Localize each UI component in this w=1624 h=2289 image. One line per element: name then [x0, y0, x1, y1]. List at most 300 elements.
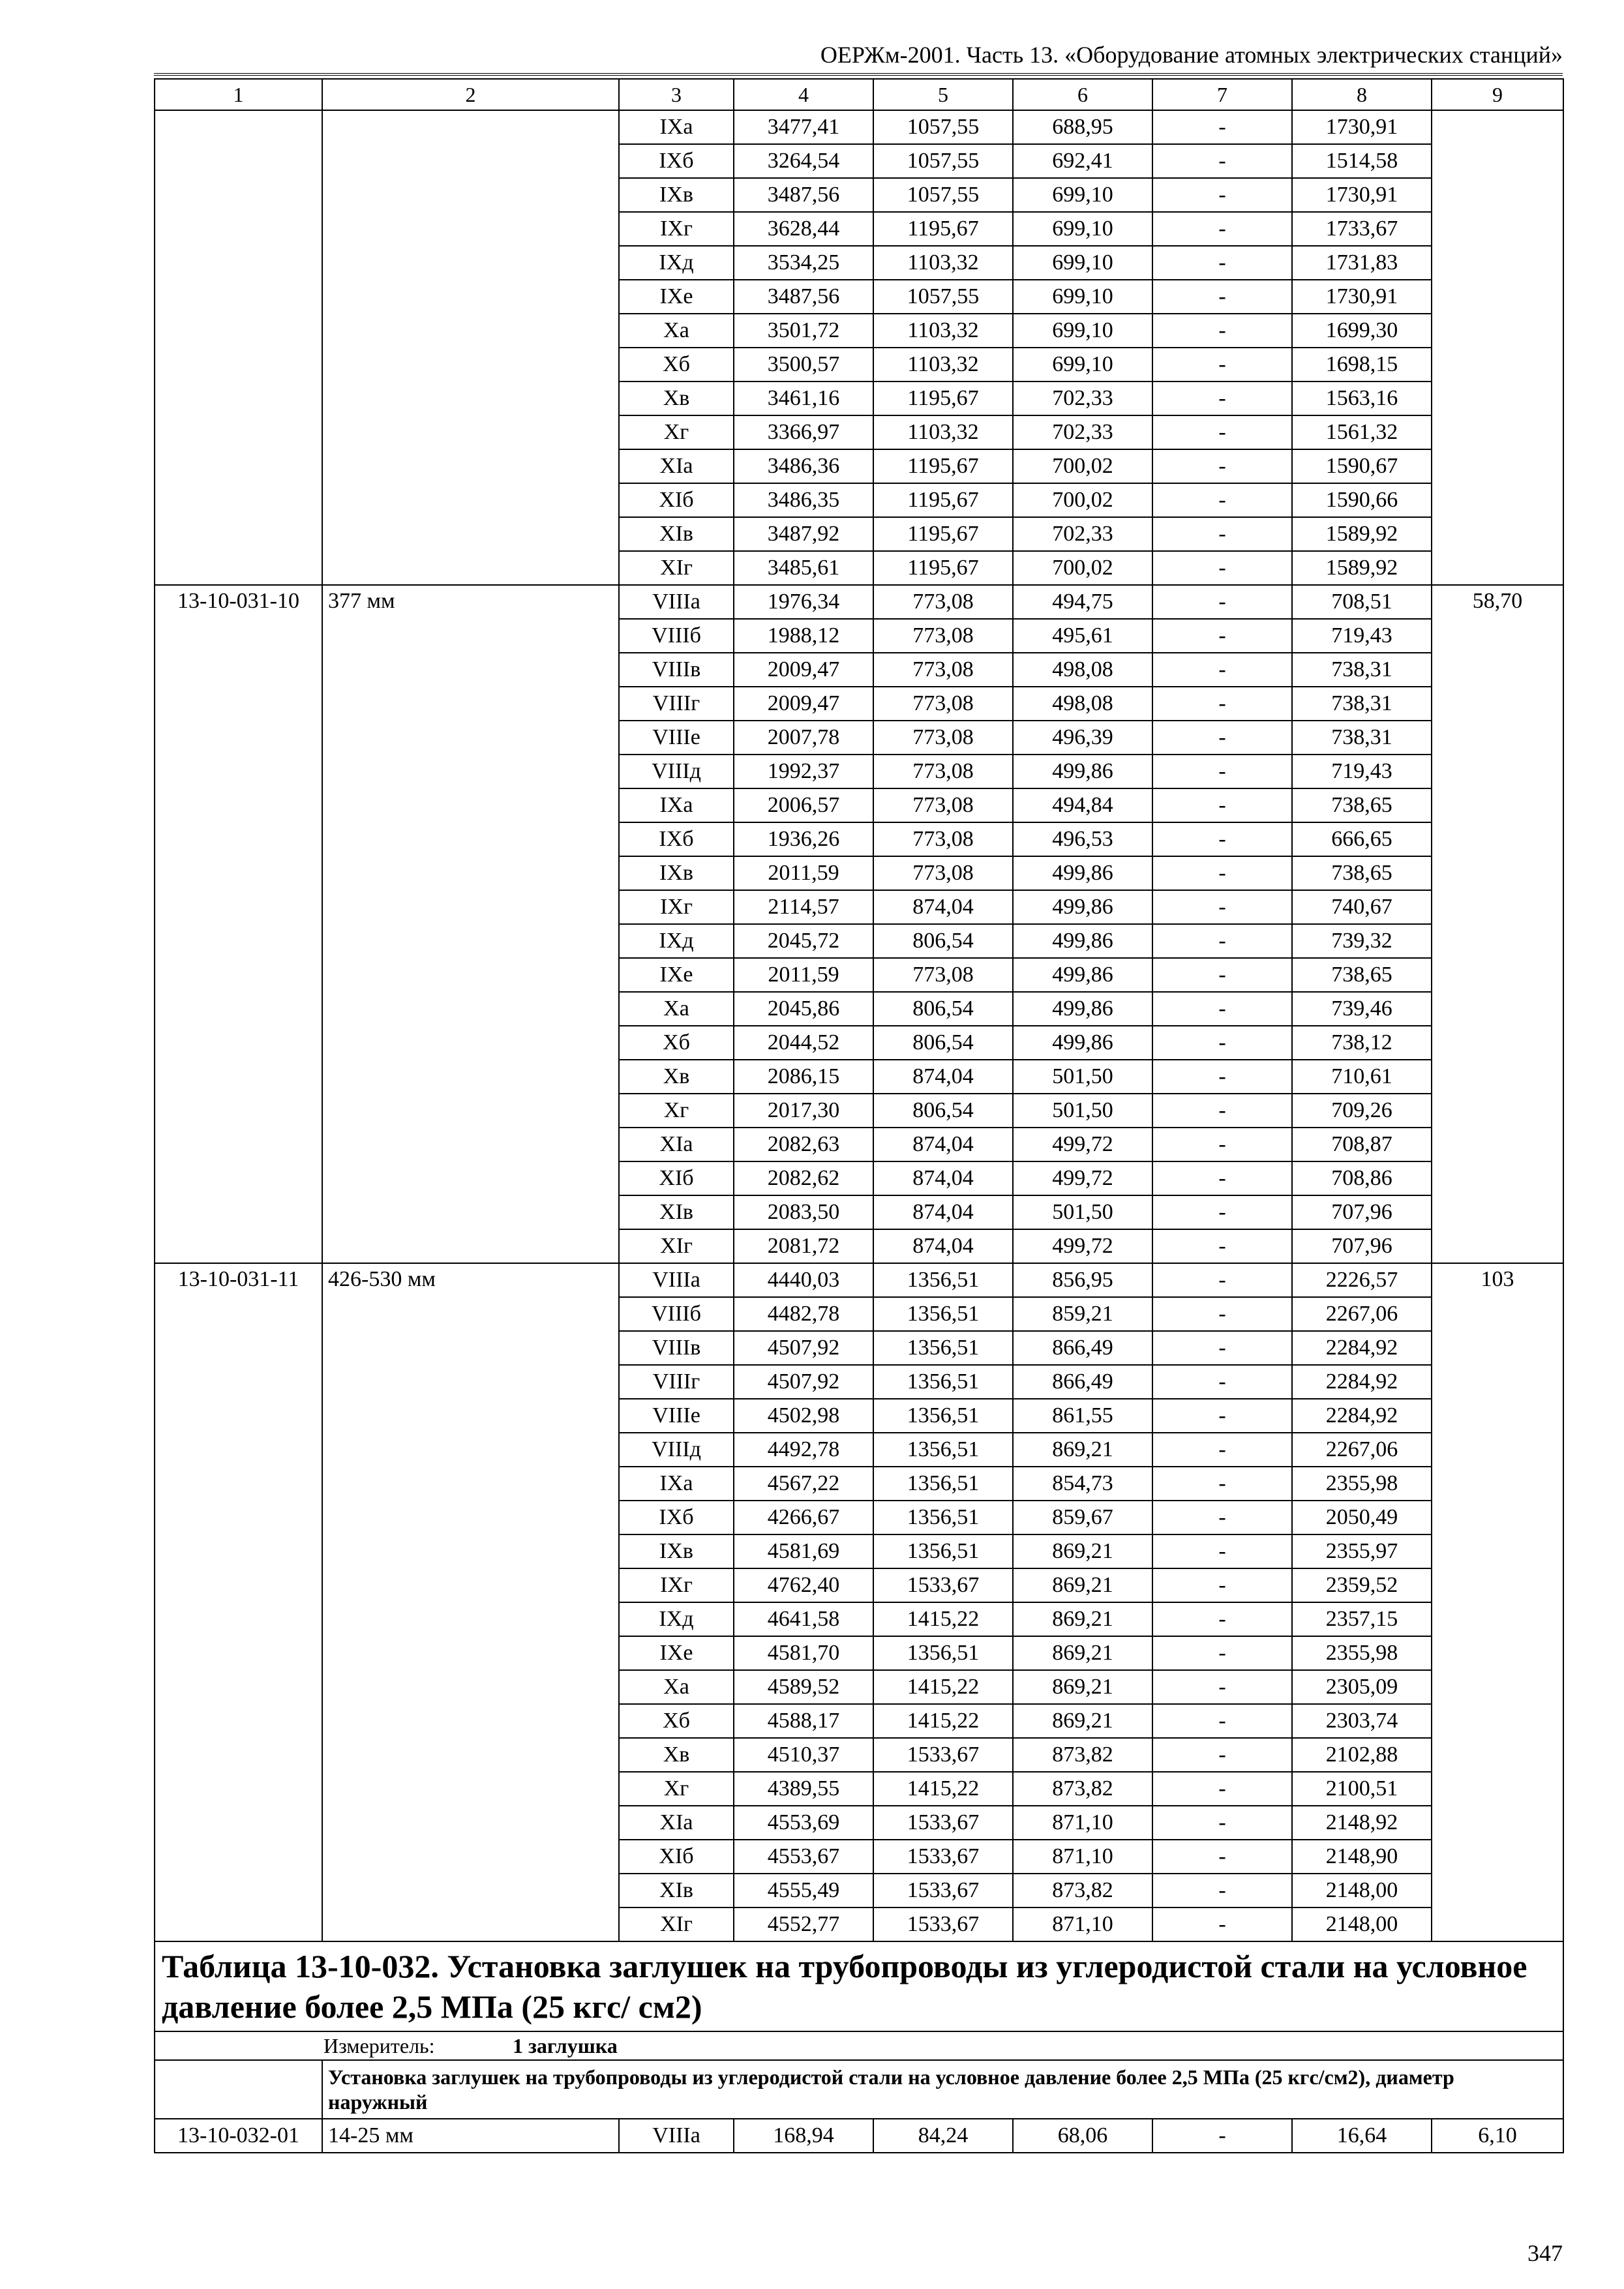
value-cell: 710,61 — [1292, 1060, 1432, 1094]
value-cell: 2284,92 — [1292, 1331, 1432, 1365]
value-cell: - — [1152, 992, 1292, 1026]
value-cell: 4507,92 — [734, 1365, 873, 1399]
value-cell: 1730,91 — [1292, 178, 1432, 212]
value-cell: 495,61 — [1013, 619, 1152, 653]
zone-cell: XIв — [619, 1874, 734, 1908]
value-cell: 4555,49 — [734, 1874, 873, 1908]
table-row — [155, 110, 1563, 144]
value-cell: 1057,55 — [873, 110, 1013, 144]
value-cell: VIIIa — [619, 2119, 734, 2153]
value-cell: 871,10 — [1013, 1806, 1152, 1840]
value-cell: 1195,67 — [873, 382, 1013, 415]
value-cell: 1195,67 — [873, 212, 1013, 246]
value-cell: 700,02 — [1013, 449, 1152, 483]
value-cell: 707,96 — [1292, 1195, 1432, 1229]
value-cell: - — [1152, 822, 1292, 856]
description-spacer — [155, 2060, 322, 2119]
zone-cell: Xв — [619, 1060, 734, 1094]
value-cell: 806,54 — [873, 924, 1013, 958]
value-cell: 1533,67 — [873, 1840, 1013, 1874]
value-cell: 2357,15 — [1292, 1602, 1432, 1636]
value-cell: 806,54 — [873, 1094, 1013, 1128]
value-cell: - — [1152, 1467, 1292, 1501]
zone-cell: Xг — [619, 1094, 734, 1128]
table-row — [155, 585, 1563, 619]
value-cell: 869,21 — [1013, 1534, 1152, 1568]
value-cell: - — [1152, 483, 1292, 517]
value-cell: 2102,88 — [1292, 1738, 1432, 1772]
value-cell: 1533,67 — [873, 1874, 1013, 1908]
zone-cell: IXв — [619, 178, 734, 212]
value-cell: 1356,51 — [873, 1263, 1013, 1297]
zone-cell: IXб — [619, 144, 734, 178]
value-cell: - — [1152, 1128, 1292, 1161]
value-cell: 3487,56 — [734, 280, 873, 314]
column-header: 1 — [155, 79, 322, 110]
zone-cell: IXд — [619, 1602, 734, 1636]
value-cell: 4589,52 — [734, 1670, 873, 1704]
value-cell: 1103,32 — [873, 314, 1013, 348]
value-cell: 1699,30 — [1292, 314, 1432, 348]
value-cell: - — [1152, 1331, 1292, 1365]
rates-table-body — [155, 79, 1563, 2153]
value-cell: 740,67 — [1292, 890, 1432, 924]
value-cell: 1730,91 — [1292, 110, 1432, 144]
value-cell: 4510,37 — [734, 1738, 873, 1772]
value-cell: 874,04 — [873, 890, 1013, 924]
value-cell: - — [1152, 1534, 1292, 1568]
value-cell: 2044,52 — [734, 1026, 873, 1060]
zone-cell: IXe — [619, 958, 734, 992]
value-cell: 1195,67 — [873, 483, 1013, 517]
value-cell: 2045,86 — [734, 992, 873, 1026]
value-cell: 873,82 — [1013, 1738, 1152, 1772]
value-cell: - — [1152, 382, 1292, 415]
value-cell: 699,10 — [1013, 280, 1152, 314]
value-cell: - — [1152, 1060, 1292, 1094]
value-cell: 3485,61 — [734, 551, 873, 585]
value-cell: 2017,30 — [734, 1094, 873, 1128]
column-header: 4 — [734, 79, 873, 110]
value-cell: 1356,51 — [873, 1331, 1013, 1365]
value-cell: 666,65 — [1292, 822, 1432, 856]
zone-cell: VIIIг — [619, 1365, 734, 1399]
value-cell: 869,21 — [1013, 1704, 1152, 1738]
value-cell: 2050,49 — [1292, 1501, 1432, 1534]
value-cell: 692,41 — [1013, 144, 1152, 178]
value-cell: 498,08 — [1013, 687, 1152, 721]
value-cell: - — [1152, 1772, 1292, 1806]
zone-cell: Xб — [619, 1026, 734, 1060]
zone-cell: IXв — [619, 1534, 734, 1568]
value-cell: 3500,57 — [734, 348, 873, 382]
zone-cell: IXa — [619, 1467, 734, 1501]
value-cell: 869,21 — [1013, 1602, 1152, 1636]
value-cell: 1976,34 — [734, 585, 873, 619]
column-header-row — [155, 79, 1563, 110]
value-cell: 1533,67 — [873, 1806, 1013, 1840]
value-cell: 700,02 — [1013, 551, 1152, 585]
value-cell: 501,50 — [1013, 1094, 1152, 1128]
value-cell: 499,72 — [1013, 1161, 1152, 1195]
zone-cell: IXг — [619, 212, 734, 246]
zone-cell: Xб — [619, 348, 734, 382]
zone-cell: IXв — [619, 856, 734, 890]
value-cell: 3461,16 — [734, 382, 873, 415]
value-cell: - — [1152, 1738, 1292, 1772]
zone-cell: VIIIa — [619, 1263, 734, 1297]
value-cell: 1415,22 — [873, 1602, 1013, 1636]
value-cell: 1356,51 — [873, 1297, 1013, 1331]
value-cell: 708,87 — [1292, 1128, 1432, 1161]
value-cell: - — [1152, 958, 1292, 992]
value-cell: 699,10 — [1013, 348, 1152, 382]
description-row — [155, 2060, 1563, 2119]
value-cell: 2045,72 — [734, 924, 873, 958]
value-cell: 4581,70 — [734, 1636, 873, 1670]
diameter-cell: 426-530 мм — [322, 1263, 619, 1941]
zone-cell: Xa — [619, 314, 734, 348]
value-cell: 699,10 — [1013, 212, 1152, 246]
value-cell: 499,86 — [1013, 890, 1152, 924]
value-cell: - — [1152, 551, 1292, 585]
zone-cell: XIг — [619, 1229, 734, 1263]
zone-cell: XIв — [619, 517, 734, 551]
value-cell: 168,94 — [734, 2119, 873, 2153]
value-cell: 871,10 — [1013, 1908, 1152, 1941]
table-row — [155, 1263, 1563, 1297]
value-cell: 854,73 — [1013, 1467, 1152, 1501]
value-cell: 1356,51 — [873, 1399, 1013, 1433]
value-cell: - — [1152, 1874, 1292, 1908]
value-cell: 1590,67 — [1292, 449, 1432, 483]
measure-cell — [155, 2031, 1563, 2060]
measure-label: Измеритель: — [323, 2034, 435, 2057]
diameter-cell — [322, 110, 619, 585]
diameter-cell: 14-25 мм — [322, 2119, 619, 2153]
zone-cell: IXб — [619, 1501, 734, 1534]
value-cell: 6,10 — [1432, 2119, 1563, 2153]
value-cell: - — [1152, 110, 1292, 144]
value-cell: 2114,57 — [734, 890, 873, 924]
zone-cell: VIIIб — [619, 1297, 734, 1331]
zone-cell: Xв — [619, 1738, 734, 1772]
zone-cell: Xв — [619, 382, 734, 415]
value-cell: 773,08 — [873, 653, 1013, 687]
value-cell: 1103,32 — [873, 348, 1013, 382]
value-cell: - — [1152, 1297, 1292, 1331]
zone-cell: VIIIб — [619, 619, 734, 653]
measure-row — [155, 2031, 1563, 2060]
zone-cell: VIIIд — [619, 755, 734, 788]
column-header: 7 — [1152, 79, 1292, 110]
description-cell: Установка заглушек на трубопроводы из углеродистой стали на условное давление более 2,5 МПа (25 кгс/см2), диаметр наружный — [322, 2060, 1563, 2119]
value-cell: 3628,44 — [734, 212, 873, 246]
value-cell: - — [1152, 178, 1292, 212]
value-cell: - — [1152, 1195, 1292, 1229]
value-cell: 806,54 — [873, 992, 1013, 1026]
value-cell: 871,10 — [1013, 1840, 1152, 1874]
value-cell: - — [1152, 1399, 1292, 1433]
value-cell: 861,55 — [1013, 1399, 1152, 1433]
value-cell: 84,24 — [873, 2119, 1013, 2153]
value-cell: 874,04 — [873, 1195, 1013, 1229]
value-cell: 873,82 — [1013, 1772, 1152, 1806]
measure-value: 1 заглушка — [513, 2034, 618, 2057]
value-cell: - — [1152, 1026, 1292, 1060]
rates-table — [154, 78, 1564, 2153]
value-cell: - — [1152, 653, 1292, 687]
value-cell: - — [1152, 788, 1292, 822]
value-cell: 1057,55 — [873, 178, 1013, 212]
value-cell: 496,39 — [1013, 721, 1152, 755]
col9-cell: 58,70 — [1432, 585, 1563, 1263]
value-cell: 4553,69 — [734, 1806, 873, 1840]
zone-cell: XIa — [619, 449, 734, 483]
value-cell: 1731,83 — [1292, 246, 1432, 280]
value-cell: 3486,36 — [734, 449, 873, 483]
value-cell: 16,64 — [1292, 2119, 1432, 2153]
value-cell: 719,43 — [1292, 755, 1432, 788]
value-cell: 2267,06 — [1292, 1297, 1432, 1331]
value-cell: 68,06 — [1013, 2119, 1152, 2153]
value-cell: 702,33 — [1013, 415, 1152, 449]
value-cell: 859,21 — [1013, 1297, 1152, 1331]
value-cell: 3501,72 — [734, 314, 873, 348]
value-cell: 773,08 — [873, 958, 1013, 992]
value-cell: 3487,56 — [734, 178, 873, 212]
value-cell: 1589,92 — [1292, 517, 1432, 551]
value-cell: 1561,32 — [1292, 415, 1432, 449]
page-number: 347 — [1527, 2240, 1563, 2266]
value-cell: - — [1152, 1568, 1292, 1602]
value-cell: 1356,51 — [873, 1467, 1013, 1501]
value-cell: 709,26 — [1292, 1094, 1432, 1128]
value-cell: 499,72 — [1013, 1128, 1152, 1161]
value-cell: - — [1152, 144, 1292, 178]
value-cell: 869,21 — [1013, 1670, 1152, 1704]
value-cell: 2284,92 — [1292, 1399, 1432, 1433]
value-cell: 702,33 — [1013, 517, 1152, 551]
value-cell: 738,65 — [1292, 856, 1432, 890]
value-cell: 773,08 — [873, 788, 1013, 822]
value-cell: 2355,97 — [1292, 1534, 1432, 1568]
zone-cell: IXa — [619, 788, 734, 822]
value-cell: 496,53 — [1013, 822, 1152, 856]
value-cell: 806,54 — [873, 1026, 1013, 1060]
value-cell: 2148,00 — [1292, 1874, 1432, 1908]
value-cell: - — [1152, 585, 1292, 619]
value-cell: - — [1152, 1840, 1292, 1874]
value-cell: - — [1152, 348, 1292, 382]
value-cell: 700,02 — [1013, 483, 1152, 517]
col9-cell: 103 — [1432, 1263, 1563, 1941]
value-cell: 1533,67 — [873, 1908, 1013, 1941]
value-cell: 3264,54 — [734, 144, 873, 178]
value-cell: 1563,16 — [1292, 382, 1432, 415]
value-cell: 2007,78 — [734, 721, 873, 755]
value-cell: 2355,98 — [1292, 1467, 1432, 1501]
value-cell: 4641,58 — [734, 1602, 873, 1636]
value-cell: 2082,63 — [734, 1128, 873, 1161]
value-cell: 773,08 — [873, 585, 1013, 619]
value-cell: 1356,51 — [873, 1636, 1013, 1670]
value-cell: 3487,92 — [734, 517, 873, 551]
rate-code-cell: 13-10-032-01 — [155, 2119, 322, 2153]
value-cell: 4492,78 — [734, 1433, 873, 1467]
value-cell: 3534,25 — [734, 246, 873, 280]
value-cell: 699,10 — [1013, 314, 1152, 348]
value-cell: 1356,51 — [873, 1433, 1013, 1467]
value-cell: 494,84 — [1013, 788, 1152, 822]
zone-cell: IXд — [619, 246, 734, 280]
value-cell: 874,04 — [873, 1060, 1013, 1094]
value-cell: 4507,92 — [734, 1331, 873, 1365]
zone-cell: VIIIa — [619, 585, 734, 619]
value-cell: 1590,66 — [1292, 483, 1432, 517]
value-cell: 4581,69 — [734, 1534, 873, 1568]
zone-cell: IXe — [619, 1636, 734, 1670]
value-cell: 866,49 — [1013, 1331, 1152, 1365]
value-cell: - — [1152, 1636, 1292, 1670]
value-cell: 2267,06 — [1292, 1433, 1432, 1467]
value-cell: 501,50 — [1013, 1060, 1152, 1094]
zone-cell: VIIIв — [619, 1331, 734, 1365]
value-cell: 1103,32 — [873, 246, 1013, 280]
value-cell: 498,08 — [1013, 653, 1152, 687]
value-cell: 4552,77 — [734, 1908, 873, 1941]
value-cell: 2100,51 — [1292, 1772, 1432, 1806]
value-cell: - — [1152, 415, 1292, 449]
column-header: 8 — [1292, 79, 1432, 110]
value-cell: 707,96 — [1292, 1229, 1432, 1263]
value-cell: - — [1152, 246, 1292, 280]
value-cell: - — [1152, 1806, 1292, 1840]
value-cell: 2006,57 — [734, 788, 873, 822]
value-cell: 719,43 — [1292, 619, 1432, 653]
zone-cell: VIIIв — [619, 653, 734, 687]
value-cell: 2083,50 — [734, 1195, 873, 1229]
value-cell: - — [1152, 890, 1292, 924]
value-cell: 1195,67 — [873, 551, 1013, 585]
value-cell: - — [1152, 280, 1292, 314]
value-cell: 1698,15 — [1292, 348, 1432, 382]
value-cell: 499,86 — [1013, 924, 1152, 958]
value-cell: 4482,78 — [734, 1297, 873, 1331]
zone-cell: Xг — [619, 415, 734, 449]
value-cell: 699,10 — [1013, 178, 1152, 212]
value-cell: - — [1152, 1365, 1292, 1399]
value-cell: 773,08 — [873, 856, 1013, 890]
value-cell: 874,04 — [873, 1128, 1013, 1161]
value-cell: - — [1152, 721, 1292, 755]
diameter-cell: 377 мм — [322, 585, 619, 1263]
value-cell: 2148,00 — [1292, 1908, 1432, 1941]
value-cell: 1415,22 — [873, 1772, 1013, 1806]
value-cell: 1936,26 — [734, 822, 873, 856]
value-cell: 739,46 — [1292, 992, 1432, 1026]
value-cell: 1415,22 — [873, 1704, 1013, 1738]
value-cell: 859,67 — [1013, 1501, 1152, 1534]
value-cell: 1733,67 — [1292, 212, 1432, 246]
value-cell: 1533,67 — [873, 1568, 1013, 1602]
value-cell: 2082,62 — [734, 1161, 873, 1195]
zone-cell: XIa — [619, 1128, 734, 1161]
rate-code-cell — [155, 110, 322, 585]
value-cell: 1057,55 — [873, 280, 1013, 314]
value-cell: 2009,47 — [734, 687, 873, 721]
value-cell: - — [1152, 1602, 1292, 1636]
value-cell: 874,04 — [873, 1229, 1013, 1263]
value-cell: - — [1152, 1501, 1292, 1534]
value-cell: 2284,92 — [1292, 1365, 1432, 1399]
value-cell: 4389,55 — [734, 1772, 873, 1806]
zone-cell: VIIIг — [619, 687, 734, 721]
value-cell: 1415,22 — [873, 1670, 1013, 1704]
zone-cell: VIIIe — [619, 721, 734, 755]
zone-cell: Xг — [619, 1772, 734, 1806]
value-cell: 2303,74 — [1292, 1704, 1432, 1738]
zone-cell: VIIIд — [619, 1433, 734, 1467]
value-cell: 1057,55 — [873, 144, 1013, 178]
value-cell: - — [1152, 924, 1292, 958]
value-cell: 856,95 — [1013, 1263, 1152, 1297]
value-cell: 699,10 — [1013, 246, 1152, 280]
value-cell: 1195,67 — [873, 517, 1013, 551]
value-cell: 2011,59 — [734, 958, 873, 992]
value-cell: 494,75 — [1013, 585, 1152, 619]
column-header: 6 — [1013, 79, 1152, 110]
value-cell: 866,49 — [1013, 1365, 1152, 1399]
column-header: 9 — [1432, 79, 1563, 110]
zone-cell: IXe — [619, 280, 734, 314]
rate-code-cell: 13-10-031-11 — [155, 1263, 322, 1941]
value-cell: - — [1152, 856, 1292, 890]
zone-cell: Xa — [619, 992, 734, 1026]
value-cell: 2226,57 — [1292, 1263, 1432, 1297]
zone-cell: VIIIe — [619, 1399, 734, 1433]
value-cell: - — [1152, 1704, 1292, 1738]
zone-cell: XIв — [619, 1195, 734, 1229]
value-cell: 501,50 — [1013, 1195, 1152, 1229]
value-cell: 499,86 — [1013, 992, 1152, 1026]
value-cell: - — [1152, 1229, 1292, 1263]
value-cell: 2009,47 — [734, 653, 873, 687]
value-cell: - — [1152, 1670, 1292, 1704]
value-cell: - — [1152, 314, 1292, 348]
value-cell: 3366,97 — [734, 415, 873, 449]
value-cell: - — [1152, 1908, 1292, 1941]
value-cell: 1589,92 — [1292, 551, 1432, 585]
value-cell: 4553,67 — [734, 1840, 873, 1874]
value-cell: 1103,32 — [873, 415, 1013, 449]
value-cell: 1988,12 — [734, 619, 873, 653]
zone-cell: IXг — [619, 890, 734, 924]
column-header: 2 — [322, 79, 619, 110]
value-cell: 869,21 — [1013, 1568, 1152, 1602]
column-header: 3 — [619, 79, 734, 110]
running-header: ОЕРЖм-2001. Часть 13. «Оборудование атомных электрических станций» — [154, 40, 1563, 76]
value-cell: 773,08 — [873, 822, 1013, 856]
value-cell: 4440,03 — [734, 1263, 873, 1297]
value-cell: 873,82 — [1013, 1874, 1152, 1908]
value-cell: 773,08 — [873, 687, 1013, 721]
value-cell: 2148,90 — [1292, 1840, 1432, 1874]
value-cell: 4266,67 — [734, 1501, 873, 1534]
value-cell: 869,21 — [1013, 1636, 1152, 1670]
value-cell: 2359,52 — [1292, 1568, 1432, 1602]
zone-cell: XIг — [619, 1908, 734, 1941]
